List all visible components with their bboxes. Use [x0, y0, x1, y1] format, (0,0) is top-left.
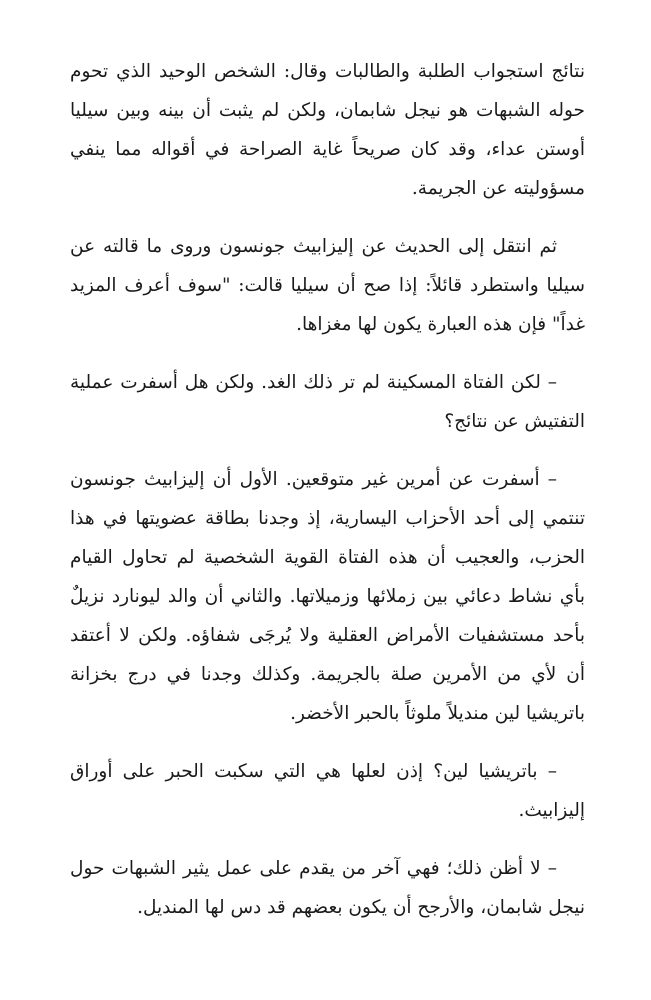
- paragraph-patricia-lane: – باتريشيا لين؟ إذن لعلها هي التي سكبت الحبر على أوراق إليزابيث.: [70, 761, 585, 821]
- paragraph-search-findings: – أسفرت عن أمرين غير متوقعين. الأول أن إليزابيث جونسون تنتمي إلى أحد الأحزاب اليسارية، إذ وجدنا بطاقة عضويتها في هذا الحزب، والعجيب أن هذه الفتاة القوية الشخصية لم تحاول القيام بأي نشاط دعائي بين زملائها وزميلاتها. والثاني أن والد ليونارد نزيلٌ بأحد مستشفيات الأمراض العقلية ولا يُرجَى شفاؤه. ولكن لا أعتقد أن لأي من الأمرين صلة بالجريمة. وكذلك وجدنا في درج بخزانة باتريشيا لين منديلاً ملوثاً بالحبر الأخضر.: [70, 469, 585, 724]
- paragraph-search-question: – لكن الفتاة المسكينة لم تر ذلك الغد. ولكن هل أسفرت عملية التفتيش عن نتائج؟: [70, 372, 585, 432]
- paragraph-elizabeth-johnson: ثم انتقل إلى الحديث عن إليزابيث جونسون وروى ما قالته عن سيليا واستطرد قائلاً: إذا صح أن سيليا قالت: "سوف أعرف المزيد غداً" فإن هذه العبارة يكون لها مغزاها.: [70, 236, 585, 335]
- paragraph-interrogation-results: نتائج استجواب الطلبة والطالبات وقال: الشخص الوحيد الذي تحوم حوله الشبهات هو نيجل شابمان، ولكن لم يثبت أن بينه وبين سيليا أوستن عداء، وقد كان صريحاً غاية الصراحة في أقواله مما ينفي مسؤوليته عن الجريمة.: [70, 61, 585, 199]
- paragraph-handkerchief: – لا أظن ذلك؛ فهي آخر من يقدم على عمل يثير الشبهات حول نيجل شابمان، والأرجح أن يكون بعضهم قد دس لها المنديل.: [70, 858, 585, 918]
